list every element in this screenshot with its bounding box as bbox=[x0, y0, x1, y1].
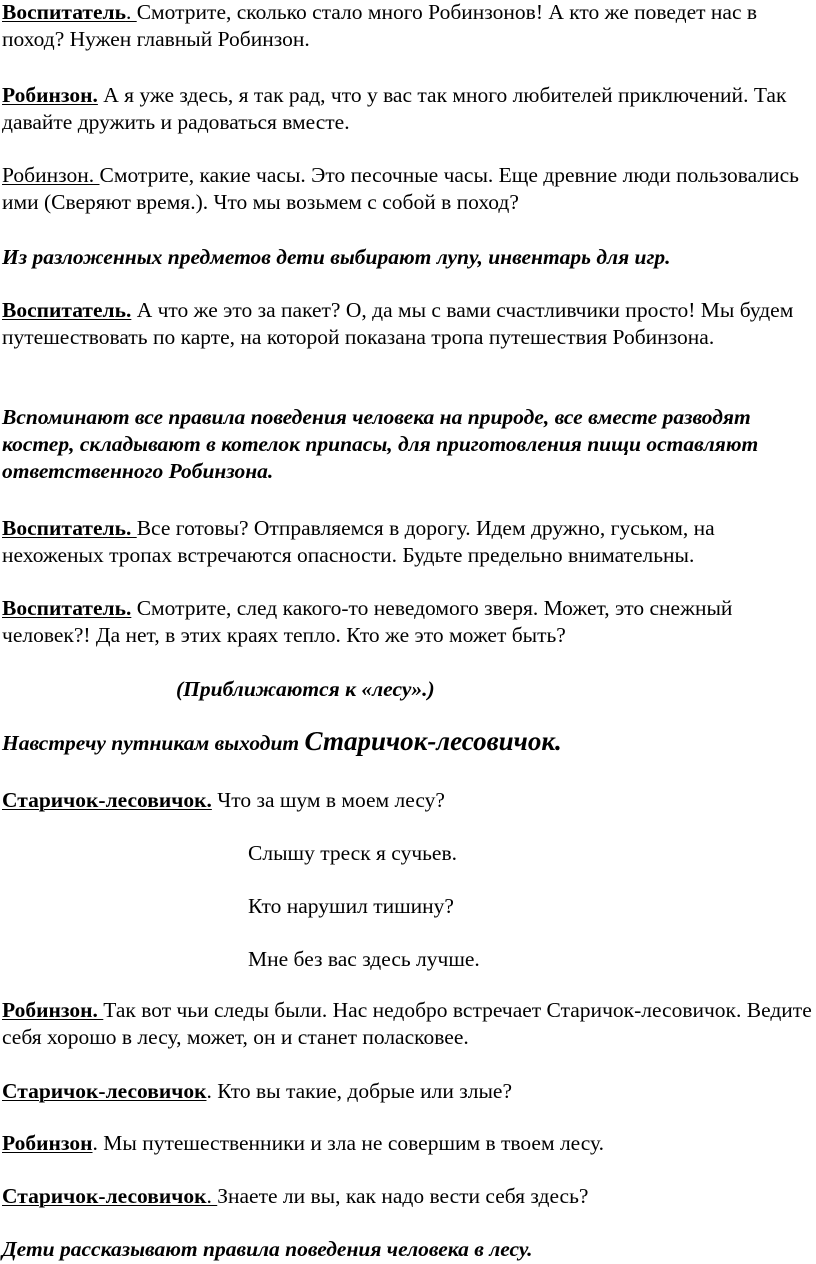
verse-line-1 bbox=[248, 840, 457, 867]
paragraph-8 bbox=[2, 595, 816, 649]
speaker-label: Воспитатель. bbox=[2, 298, 132, 322]
speaker-label: Воспитатель. bbox=[2, 516, 137, 540]
paragraph-16 bbox=[2, 1078, 816, 1105]
paragraph-text: Смотрите, какие часы. Это песочные часы. Еще древние люди пользовались ими (Сверяют время.). Что мы возьмем с собой в поход? bbox=[2, 163, 799, 214]
paragraph-text: Из разложенных предметов дети выбирают лупу, инвентарь для игр. bbox=[2, 245, 671, 269]
paragraph-4-stage-direction bbox=[2, 244, 816, 271]
paragraph-19-stage-direction bbox=[2, 1236, 816, 1263]
paragraph-text: Кто нарушил тишину? bbox=[248, 894, 454, 918]
paragraph-text: Смотрите, сколько стало много Робинзонов! А кто же поведет нас в поход? Нужен главный Робинзон. bbox=[2, 0, 758, 51]
paragraph-text: Дети рассказывают правила поведения человека в лесу. bbox=[2, 1237, 533, 1261]
paragraph-text: . Мы путешественники и зла не совершим в твоем лесу. bbox=[92, 1131, 604, 1155]
paragraph-6-stage-direction bbox=[2, 404, 816, 485]
paragraph-text: Все готовы? Отправляемся в дорогу. Идем дружно, гуськом, на нехоженых тропах встречаются опасности. Будьте предельно внимательны. bbox=[2, 516, 715, 567]
paragraph-text: Мне без вас здесь лучше. bbox=[248, 947, 480, 971]
verse-line-3 bbox=[248, 946, 480, 973]
speaker-label: Робинзон bbox=[2, 1131, 93, 1155]
paragraph-9-stage-direction bbox=[176, 676, 435, 703]
paragraph-text: Знаете ли вы, как надо вести себя здесь? bbox=[217, 1184, 589, 1208]
paragraph-text: А я уже здесь, я так рад, что у вас так много любителей приключений. Так давайте дружить и радоваться вместе. bbox=[2, 83, 787, 134]
character-name-large: Старичок-лесовичок. bbox=[304, 726, 562, 756]
paragraph-2 bbox=[2, 82, 816, 136]
speaker-punct: . bbox=[125, 0, 137, 24]
speaker-label: Робинзон. bbox=[2, 163, 100, 187]
paragraph-text: Вспоминают все правила поведения человека на природе, все вместе разводят костер, складывают в котелок припасы, для приготовления пищи оставляют ответственного Робинзона. bbox=[2, 405, 759, 483]
speaker-label: Робинзон. bbox=[2, 998, 104, 1022]
paragraph-7 bbox=[2, 515, 816, 569]
speaker-label: Робинзон. bbox=[2, 83, 98, 107]
paragraph-text: Слышу треск я сучьев. bbox=[248, 841, 458, 865]
paragraph-text: Что за шум в моем лесу? bbox=[211, 788, 445, 812]
paragraph-17 bbox=[2, 1130, 816, 1157]
paragraph-1 bbox=[2, 0, 816, 53]
speaker-label: Старичок-лесовичок. bbox=[2, 788, 212, 812]
speaker-label: Воспитатель. bbox=[2, 596, 132, 620]
speaker-label: Воспитатель bbox=[2, 0, 126, 24]
paragraph-18 bbox=[2, 1183, 816, 1210]
paragraph-3 bbox=[2, 162, 816, 216]
paragraph-text: (Приближаются к «лесу».) bbox=[176, 677, 435, 701]
paragraph-text: . Кто вы такие, добрые или злые? bbox=[206, 1079, 513, 1103]
paragraph-10-stage-direction bbox=[2, 728, 816, 757]
paragraph-text: Навстречу путникам выходит bbox=[2, 731, 305, 755]
paragraph-text: А что же это за пакет? О, да мы с вами счастливчики просто! Мы будем путешествовать по карте, на которой показана тропа путешествия Робинзона. bbox=[2, 298, 794, 349]
paragraph-15 bbox=[2, 997, 816, 1051]
speaker-punct: . bbox=[206, 1184, 218, 1208]
paragraph-5 bbox=[2, 297, 816, 351]
speaker-label: Старичок-лесовичок bbox=[2, 1184, 207, 1208]
speaker-label: Старичок-лесовичок bbox=[2, 1079, 207, 1103]
paragraph-text: Так вот чьи следы были. Нас недобро встречает Старичок-лесовичок. Ведите себя хорошо в лесу, может, он и станет поласковее. bbox=[2, 998, 812, 1049]
paragraph-11 bbox=[2, 787, 816, 814]
paragraph-text: Смотрите, след какого-то неведомого зверя. Может, это снежный человек?! Да нет, в этих краях тепло. Кто же это может быть? bbox=[2, 596, 733, 647]
verse-line-2 bbox=[248, 893, 454, 920]
